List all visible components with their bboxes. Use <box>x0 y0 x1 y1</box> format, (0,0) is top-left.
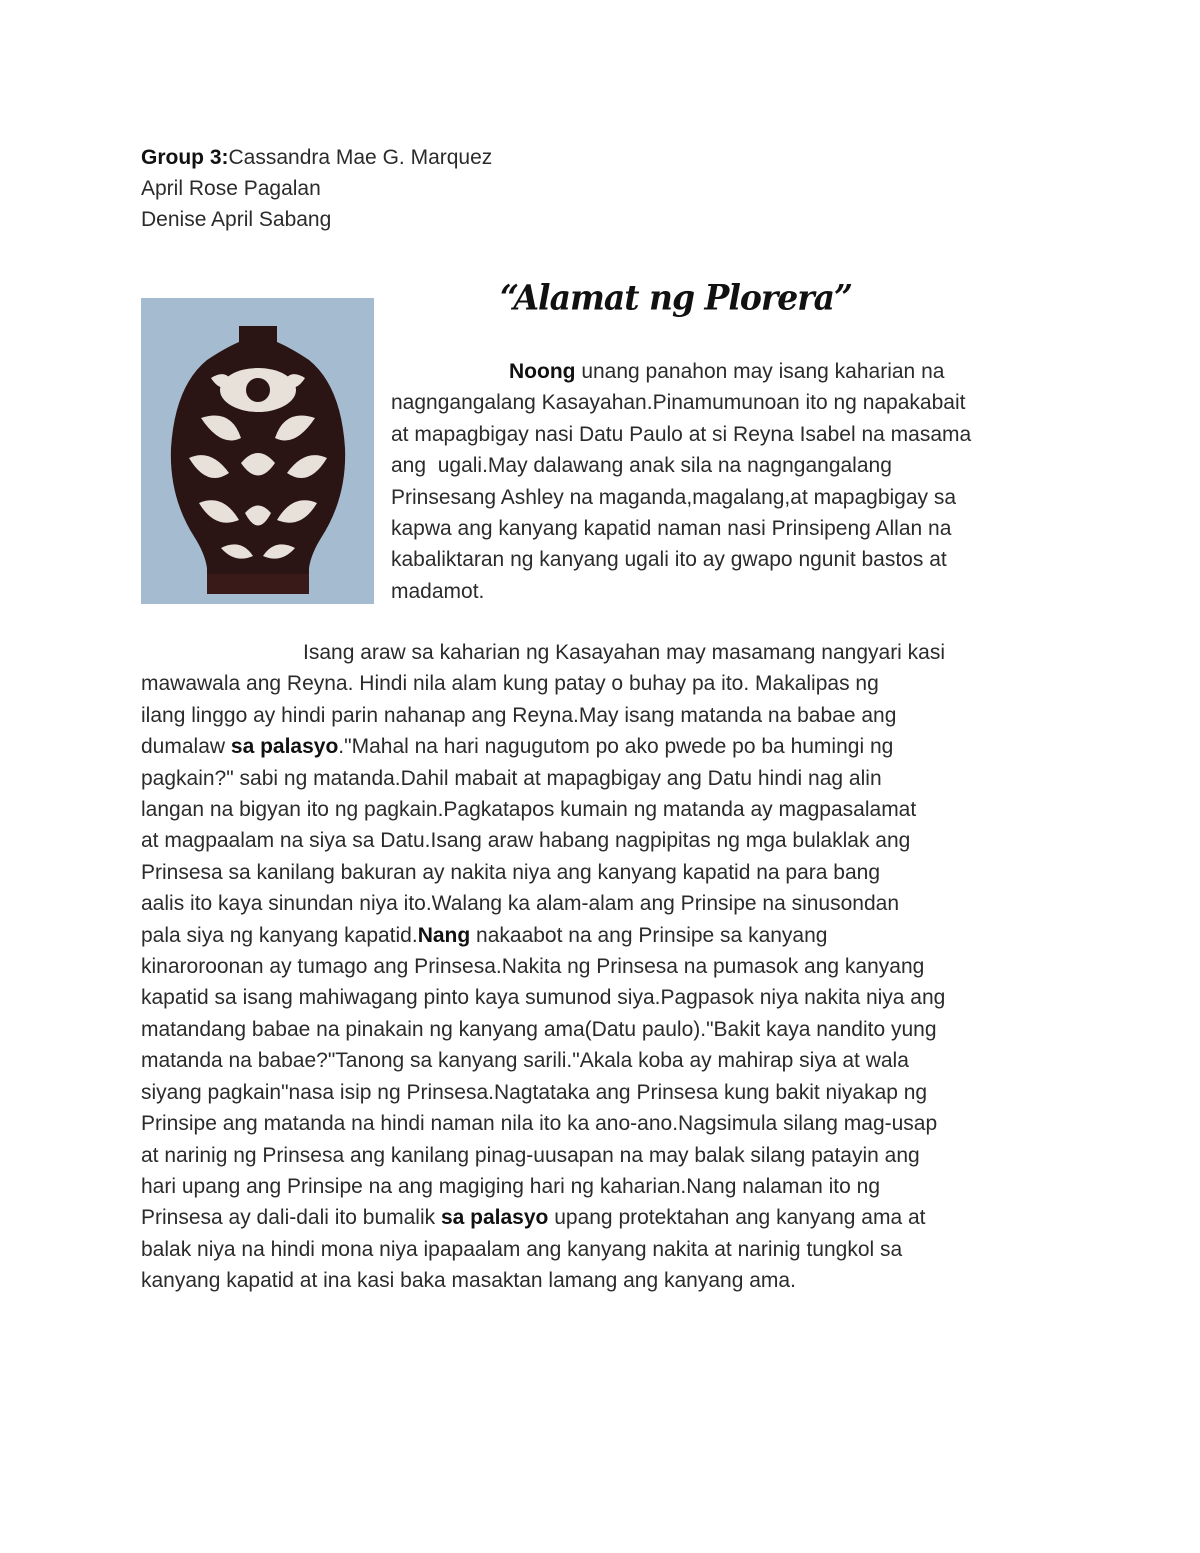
bold-phrase: sa palasyo <box>440 1206 549 1230</box>
author-name-2: April Rose Pagalan <box>141 177 321 200</box>
paragraph-line: nagngangalang Kasayahan.Pinamumunoan ito ng napakabait <box>391 391 966 415</box>
line-text: ."Mahal na hari nagugutom po ako pwede po ba humingi ng <box>338 735 894 759</box>
author-name-3: Denise April Sabang <box>141 208 332 231</box>
paragraph-line: at magpaalam na siya sa Datu.Isang araw habang nagpipitas ng mga bulaklak ang <box>141 829 911 853</box>
line-text: dumalaw <box>141 735 231 759</box>
paragraph-line: mawawala ang Reyna. Hindi nila alam kung patay o buhay pa ito. Makalipas ng <box>141 672 879 696</box>
paragraph-2 <box>141 637 1071 1297</box>
paragraph-line: kinaroroonan ay tumago ang Prinsesa.Nakita ng Prinsesa na pumasok ang kanyang <box>141 955 925 979</box>
line-text: Prinsesa ay dali-dali ito bumalik <box>141 1206 441 1230</box>
line-text: upang protektahan ang kanyang ama at <box>548 1206 926 1230</box>
paragraph-line <box>391 356 1061 387</box>
paragraph-line: Prinsesang Ashley na maganda,magalang,at mapagbigay sa <box>391 485 957 509</box>
paragraph-line: matandang babae na pinakain ng kanyang ama(Datu paulo)."Bakit kaya nandito yung <box>141 1017 937 1041</box>
paragraph-line: siyang pagkain"nasa isip ng Prinsesa.Nagtataka ang Prinsesa kung bakit niyakap ng <box>141 1080 928 1104</box>
line-text: nakaabot na ang Prinsipe sa kanyang <box>470 923 828 947</box>
paragraph-line <box>141 731 1071 762</box>
paragraph-line: kapatid sa isang mahiwagang pinto kaya sumunod siya.Pagpasok niya nakita niya ang <box>141 986 946 1010</box>
paragraph-line: kapwa ang kanyang kapatid naman nasi Prinsipeng Allan na <box>391 517 952 541</box>
vase-illustration <box>141 298 374 604</box>
paragraph-line: matanda na babae?"Tanong sa kanyang sarili."Akala koba ay mahirap siya at wala <box>141 1049 909 1073</box>
paragraph-line: hari upang ang Prinsipe na ang magiging hari ng kaharian.Nang nalaman ito ng <box>141 1174 881 1198</box>
paragraph-line: kabaliktaran ng kanyang ugali ito ay gwapo ngunit bastos at <box>391 548 947 572</box>
paragraph-line: ilang linggo ay hindi parin nahanap ang Reyna.May isang matanda na babae ang <box>141 703 897 727</box>
paragraph-line: madamot. <box>391 579 485 603</box>
paragraph-line: Prinsesa sa kanilang bakuran ay nakita niya ang kanyang kapatid na para bang <box>141 860 881 884</box>
bold-word: Nang <box>417 923 471 947</box>
paragraph-line: balak niya na hindi mona niya ipapaalam ang kanyang nakita at narinig tungkol sa <box>141 1237 903 1261</box>
paragraph-line: at mapagbigay nasi Datu Paulo at si Reyna Isabel na masama <box>391 422 972 446</box>
author-name-1: Cassandra Mae G. Marquez <box>228 146 493 169</box>
line-text: pala siya ng kanyang kapatid. <box>141 923 418 947</box>
paragraph-line: Isang araw sa kaharian ng Kasayahan may masamang nangyari kasi <box>303 641 946 664</box>
vase-image <box>141 298 374 604</box>
line-text: unang panahon may isang kaharian na <box>575 360 945 383</box>
bold-phrase: sa palasyo <box>230 735 339 759</box>
paragraph-line: Prinsipe ang matanda na hindi naman nila ito ka ano-ano.Nagsimula silang mag-usap <box>141 1112 938 1136</box>
lead-word: Noong <box>509 360 576 383</box>
author-line-1 <box>141 142 492 173</box>
author-list <box>141 142 492 235</box>
story-title: “Alamat ng Plorera” <box>500 277 853 318</box>
paragraph-line: ang ugali.May dalawang anak sila na nagngangalang <box>391 454 892 478</box>
paragraph-line: kanyang kapatid at ina kasi baka masaktan lamang ang kanyang ama. <box>141 1269 796 1293</box>
paragraph-line <box>141 1202 1071 1233</box>
paragraph-line: langan na bigyan ito ng pagkain.Pagkatapos kumain ng matanda ay magpasalamat <box>141 798 917 822</box>
paragraph-line <box>141 920 1071 951</box>
paragraph-line: pagkain?" sabi ng matanda.Dahil mabait at mapagbigay ang Datu hindi nag alin <box>141 766 882 790</box>
paragraph-1 <box>391 356 1061 607</box>
paragraph-line: aalis ito kaya sinundan niya ito.Walang ka alam-alam ang Prinsipe na sinusondan <box>141 892 899 916</box>
paragraph-line: at narinig ng Prinsesa ang kanilang pinag-uusapan na may balak silang patayin ang <box>141 1143 920 1167</box>
group-label: Group 3: <box>141 146 229 169</box>
